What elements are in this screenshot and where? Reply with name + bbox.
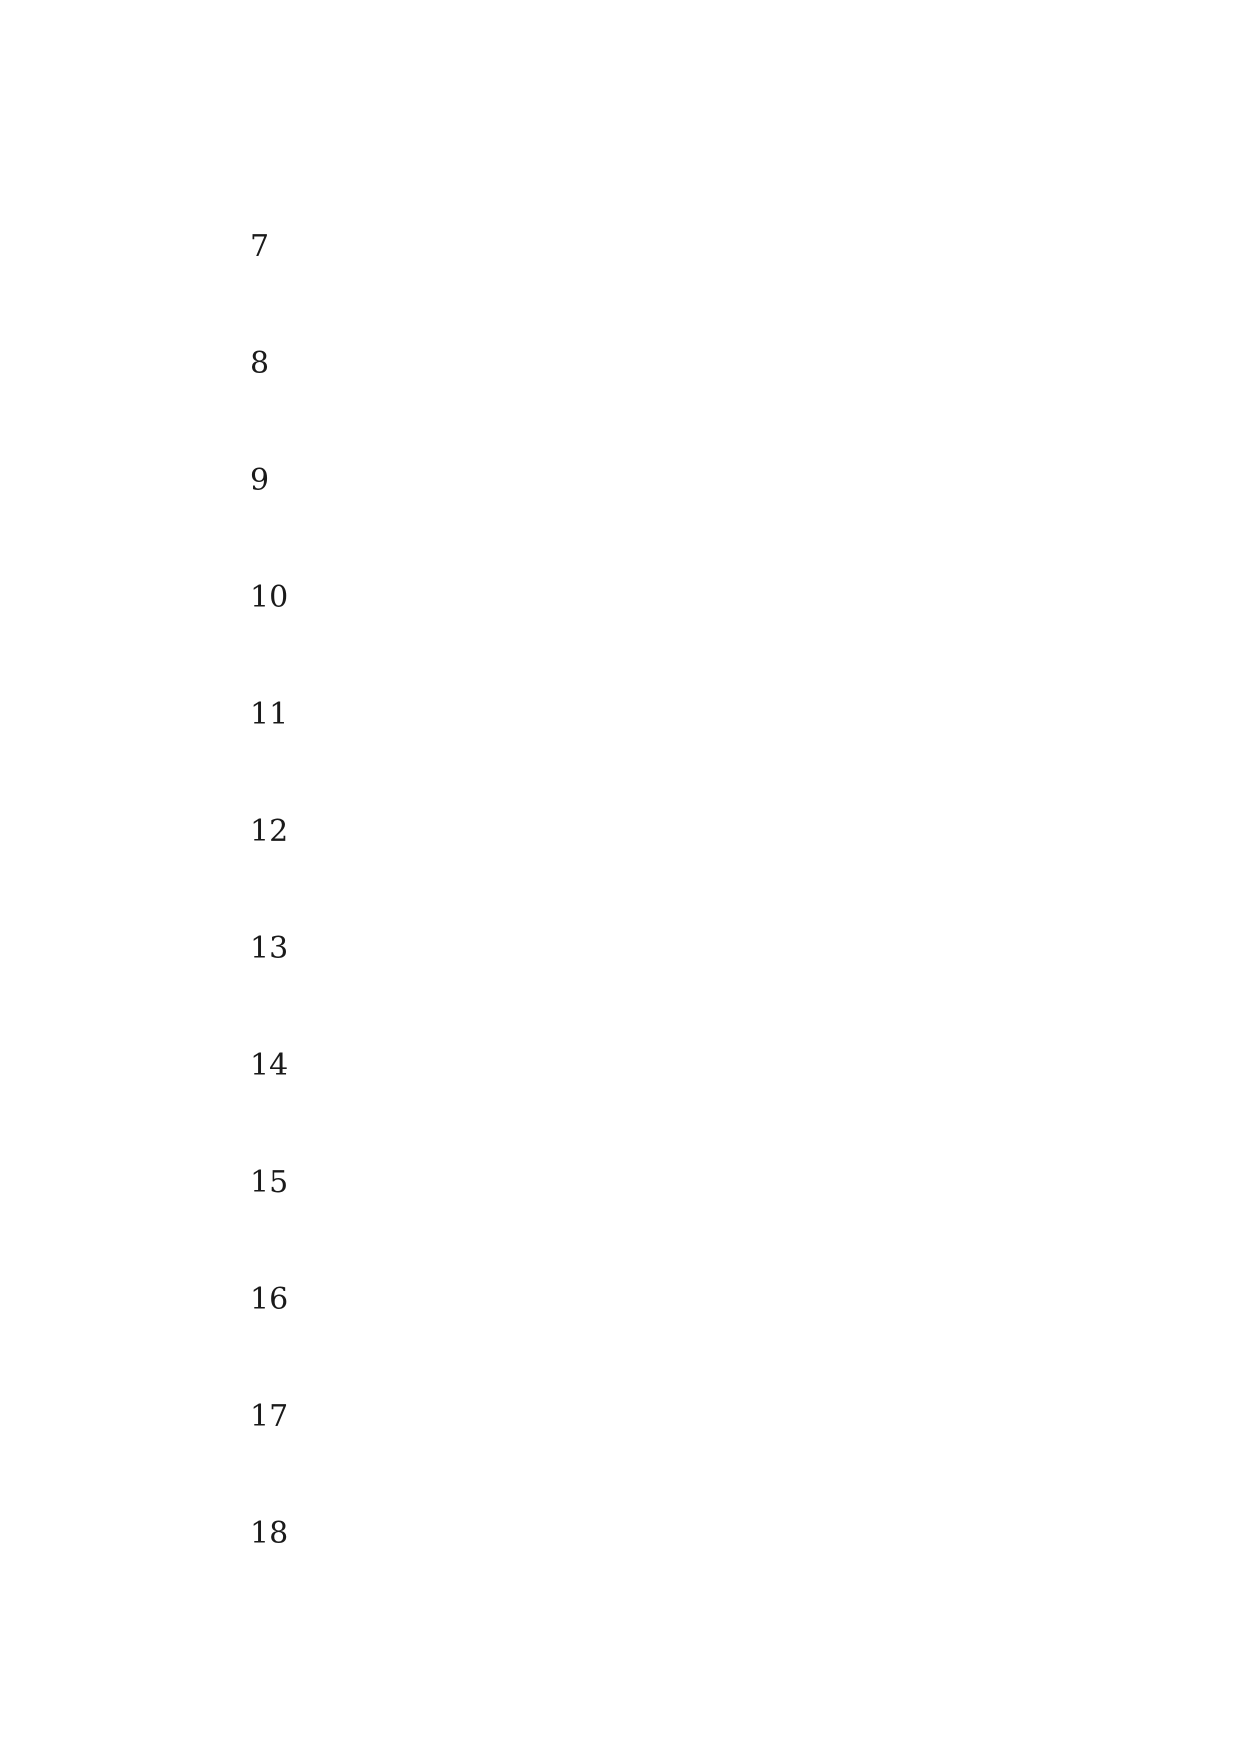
entry-number: 8 bbox=[250, 345, 270, 381]
entry-number: 17 bbox=[250, 1398, 289, 1434]
list-item bbox=[190, 448, 1050, 565]
list-item bbox=[190, 682, 1050, 799]
entry-number: 9 bbox=[250, 462, 270, 498]
continuation-text bbox=[190, 155, 1050, 214]
entry-number: 11 bbox=[250, 696, 289, 732]
list-item bbox=[190, 1501, 1050, 1618]
entry-number: 18 bbox=[250, 1515, 289, 1551]
document-body bbox=[190, 155, 1050, 1618]
list-item bbox=[190, 1150, 1050, 1267]
entry-number: 10 bbox=[250, 579, 289, 615]
list-item bbox=[190, 1033, 1050, 1150]
entry-number: 14 bbox=[250, 1047, 289, 1083]
list-item bbox=[190, 1384, 1050, 1501]
entry-number: 12 bbox=[250, 813, 289, 849]
list-item bbox=[190, 331, 1050, 448]
list-item bbox=[190, 916, 1050, 1033]
entry-number: 15 bbox=[250, 1164, 289, 1200]
list-item bbox=[190, 1267, 1050, 1384]
entry-number: 13 bbox=[250, 930, 289, 966]
entry-number: 7 bbox=[250, 228, 270, 264]
list-item bbox=[190, 799, 1050, 916]
entry-number: 16 bbox=[250, 1281, 289, 1317]
list-item bbox=[190, 565, 1050, 682]
list-item bbox=[190, 214, 1050, 331]
